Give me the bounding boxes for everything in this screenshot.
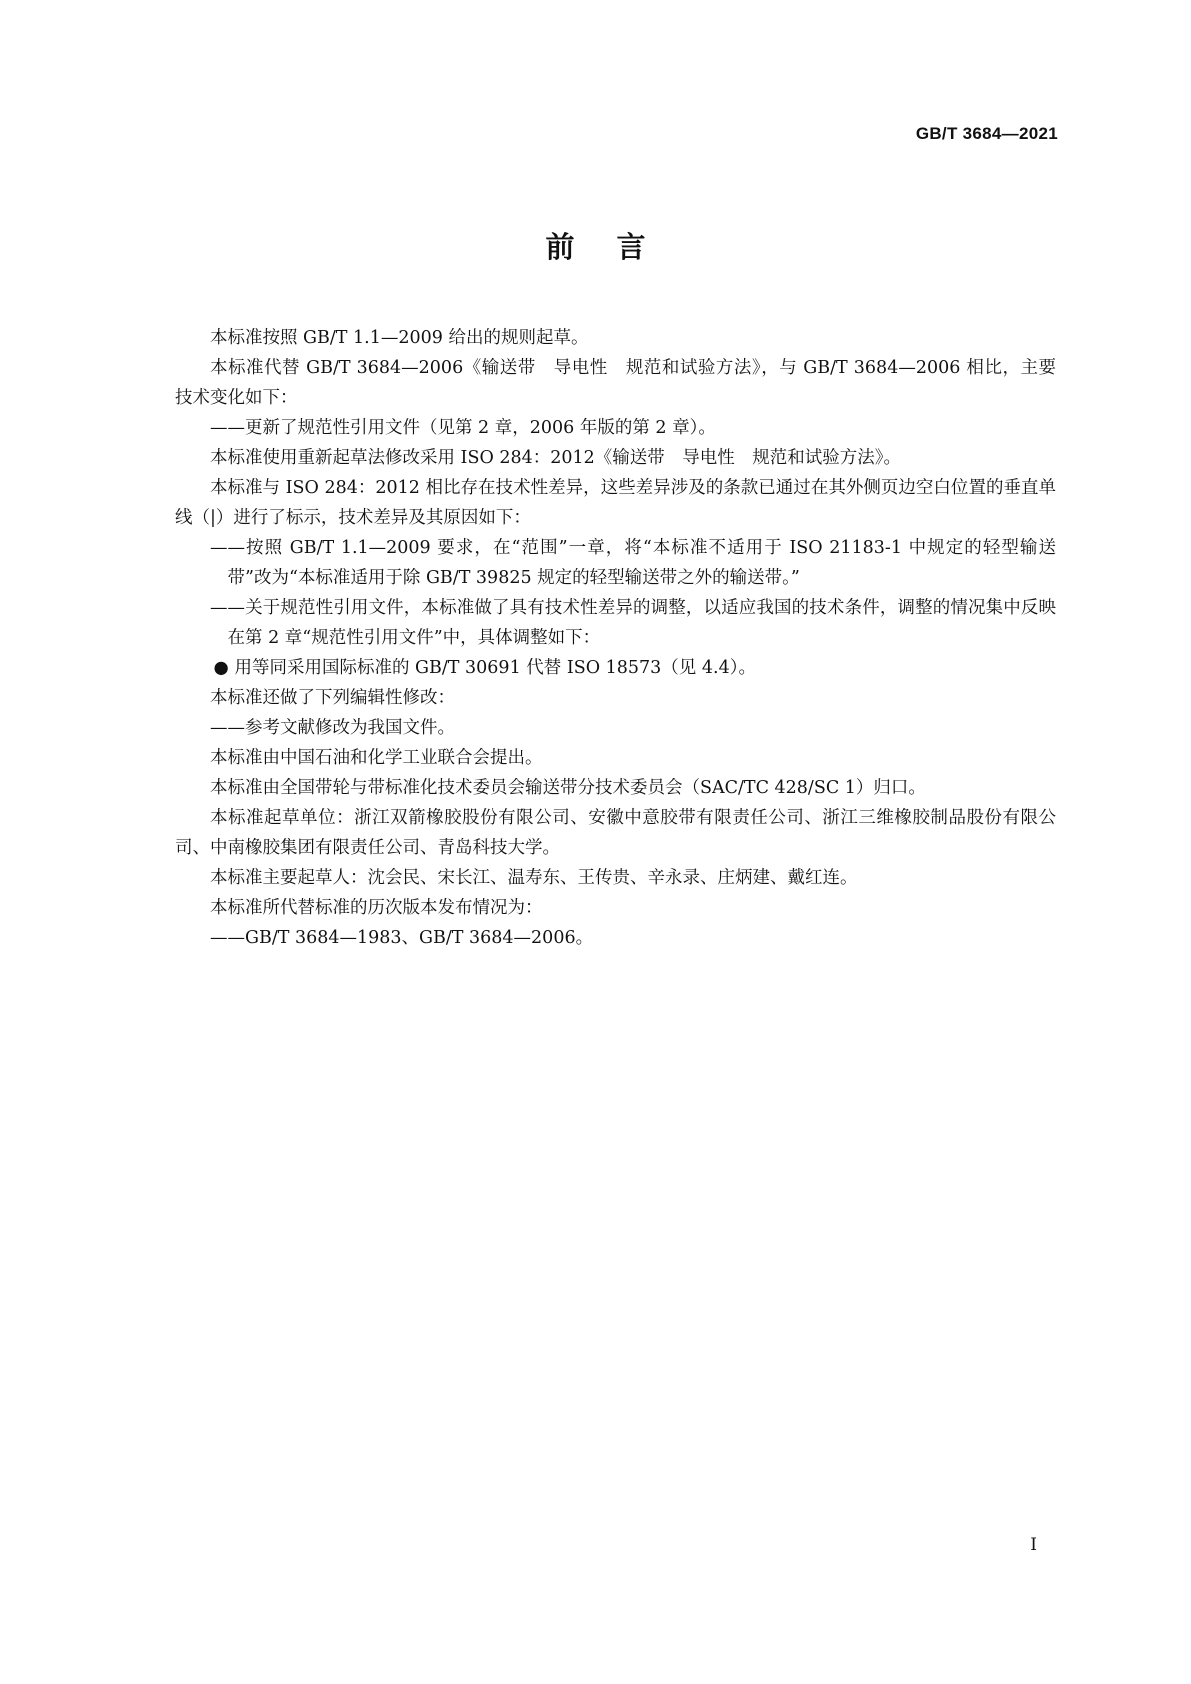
page-number: I <box>1030 1535 1037 1555</box>
bullet-icon: ● <box>213 658 229 678</box>
paragraph: 本标准所代替标准的历次版本发布情况为： <box>210 898 543 918</box>
bullet-text: 用等同采用国际标准的 GB/T 30691 代替 ISO 18573（见 4.4）。 <box>234 658 756 678</box>
foreword-body <box>175 323 1056 953</box>
bullet-item <box>175 653 1056 683</box>
page-title: 前言 <box>545 230 688 264</box>
dash-item: ——按照 GB/T 1.1—2009 要求，在“范围”一章，将“本标准不适用于 ISO 21183-1 中规定的轻型输送带”改为“本标准适用于除 GB/T 39825 规定的轻型输送带之外的输送带。” <box>210 538 1056 588</box>
paragraph: 本标准主要起草人：沈会民、宋长江、温寿东、王传贵、辛永录、庄炳建、戴红连。 <box>210 868 858 888</box>
paragraph: 本标准由全国带轮与带标准化技术委员会输送带分技术委员会（SAC/TC 428/SC 1）归口。 <box>210 778 926 798</box>
dash-item: ——关于规范性引用文件，本标准做了具有技术性差异的调整，以适应我国的技术条件，调整的情况集中反映在第 2 章“规范性引用文件”中，具体调整如下： <box>210 598 1056 648</box>
dash-item: ——更新了规范性引用文件（见第 2 章，2006 年版的第 2 章）。 <box>210 418 716 438</box>
paragraph: 本标准起草单位：浙江双箭橡胶股份有限公司、安徽中意胶带有限责任公司、浙江三维橡胶制品股份有限公司、中南橡胶集团有限责任公司、青岛科技大学。 <box>175 808 1056 858</box>
standard-code: GB/T 3684—2021 <box>915 124 1058 143</box>
paragraph: 本标准还做了下列编辑性修改： <box>210 688 455 708</box>
paragraph: 本标准由中国石油和化学工业联合会提出。 <box>210 748 543 768</box>
paragraph: 本标准与 ISO 284：2012 相比存在技术性差异，这些差异涉及的条款已通过在其外侧页边空白位置的垂直单线（|）进行了标示，技术差异及其原因如下： <box>175 478 1056 528</box>
paragraph: 本标准使用重新起草法修改采用 ISO 284：2012《输送带 导电性 规范和试验方法》。 <box>210 448 902 468</box>
dash-item: ——GB/T 3684—1983、GB/T 3684—2006。 <box>210 928 594 948</box>
dash-item: ——参考文献修改为我国文件。 <box>210 718 455 738</box>
paragraph: 本标准按照 GB/T 1.1—2009 给出的规则起草。 <box>210 328 589 348</box>
paragraph: 本标准代替 GB/T 3684—2006《输送带 导电性 规范和试验方法》，与 GB/T 3684—2006 相比，主要技术变化如下： <box>175 358 1056 408</box>
